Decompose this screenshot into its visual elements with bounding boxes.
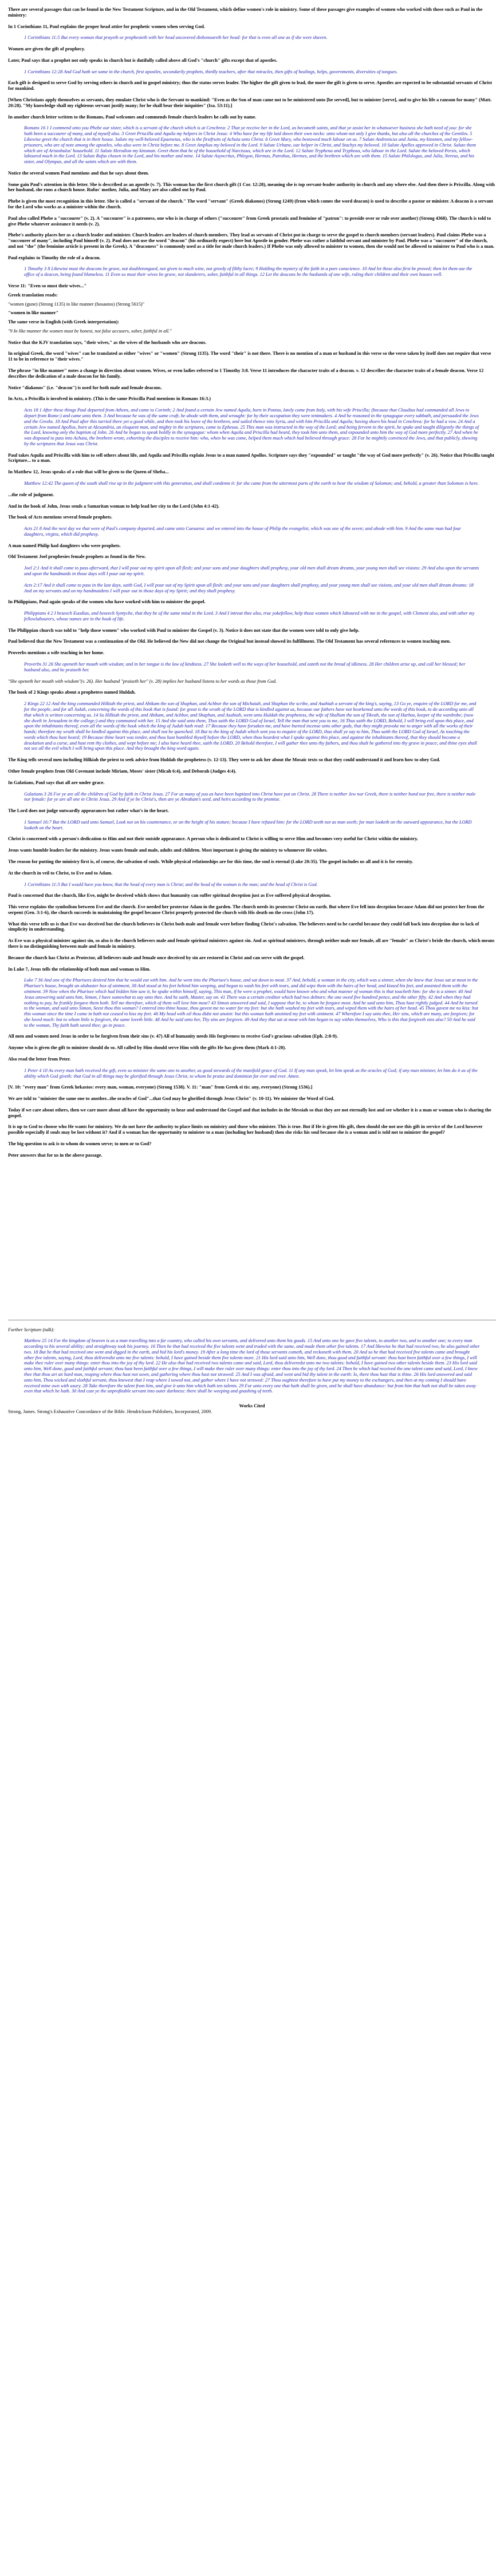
paragraph-help-women: The Philippian church was told to "help those women" who worked with Paul to minister the Gospel (v. 3). Notice it does not state that the women were told to only give help. <box>8 627 360 633</box>
blank-space <box>8 1164 496 1313</box>
paragraph-dedication: Christ is concerned with a person's dedication to Him and not their outside appearance. A person who is dedicated to Christ is willing to serve Him and becomes very useful for Christ within the ministry. <box>8 836 418 842</box>
paragraph-samaritan-woman: And in the book of John, Jesus sends a Samaritan woman to help lead her city to the Lord (John 4:1-42). <box>8 503 220 509</box>
scripture-matthew-12-42: Matthew 12:42 The queen of the south shall rise up in the judgment with this generation, and shall condemn it: for she came from the uttermost parts of the earth to hear the wisdom of Solomon; and, behold, a greater than Solomon is here. <box>24 480 479 486</box>
paragraph-deception: Paul is concerned that the church, like Eve, might be deceived which shows that humanity can suffer spiritual deception just as Eve suffered physical deception. <box>8 893 331 899</box>
scripture-1-samuel-16-7: 1 Samuel 16:7 But the LORD said unto Samuel, Look not on his countenance, or on the height of his stature; because I have refused him: for the LORD seeth not as man seeth; for man looketh on the outward appearance, but the LORD looketh on the heart. <box>24 819 472 830</box>
scripture-acts-18: Acts 18 1 After these things Paul departed from Athens, and came to Corinth; 2 And found a certain Jew named Aquila, born in Pontus, lately come from Italy, with his wife Priscilla; (because that Claudius had commanded all Jews to depart from Rome:) and came unto them. 3 And because he was of the same craft, he abode with them, and wrought: for by their occupation they were tentmakers. 4 And he reasoned in the synagogue every sabbath, and persuaded the Jews and the Greeks. 18 And Paul after this tarried there yet a good while, and then took his leave of the brethren, and sailed thence into Syria, and with him Priscilla and Aquila; having shorn his head in Cenchrea: for he had a vow. 24 And a certain Jew named Apollos, born at Alexandria, an eloquent man, and mighty in the scriptures, came to Ephesus. 25 This man was instructed in the way of the Lord; and being fervent in the spirit, he spake and taught diligently the things of the Lord, knowing only the baptism of John. 26 And he began to speak boldly in the synagogue: whom when Aquila and Priscilla had heard, they took him unto them, and expounded unto him the way of God more perfectly. 27 And when he was disposed to pass into Achaia, the brethren wrote, exhorting the disciples to receive him: who, when he was come, helped them much which had believed through grace: 28 For he mightily convinced the Jews, and that publicly, shewing by the scriptures that Jesus was Christ. <box>24 407 479 446</box>
paragraph-women-prophecy: Women are given the gift of prophecy. <box>8 46 85 52</box>
paragraph-openeth-mouth: "She openeth her mouth with wisdom"(v. 26). Her husband "praiseth her" (v. 28) implies her husband listens to her words as those from God. <box>8 678 277 684</box>
paragraph-gift-minister: Anyone who is given the gift to minister should do so. All called by Him should serve Him with the gifts He has given them (Mark 4:1-20). <box>8 1045 286 1051</box>
paragraph-diakonos: Notice "diakonos" (i.e. "deacon") is used for both male and female deacons. <box>8 385 162 390</box>
paragraph-joel-prophesies: Old Testament Joel prophesies female prophets as found in the New. <box>8 554 146 560</box>
paragraph-verse-11: Verse 11: "Even so must their wives..." <box>8 283 87 288</box>
scripture-luke-7: Luke 7 36 And one of the Pharisees desired him that he would eat with him. And he went into the Pharisee's house, and sat down to meat. 37 And, behold, a woman in the city, which was a sinner, when she knew that Jesus sat at meat in the Pharisee's house, brought an alabaster box of ointment, 38 And stood at his feet behind him weeping, and began to wash his feet with tears, and did wipe them with the hairs of her head, and kissed his feet, and anointed them with the ointment. 39 Now when the Pharisee which had bidden him saw it, he spake within himself, saying, This man, if he were a prophet, would have known who and what manner of woman this is that toucheth him: for she is a sinner. 40 And Jesus answering said unto him, Simon, I have somewhat to say unto thee. And he saith, Master, say on. 41 There was a certain creditor which had two debtors: the one owed five hundred pence, and the other fifty. 42 And when they had nothing to pay, he frankly forgave them both. Tell me therefore, which of them will love him most? 43 Simon answered and said, I suppose that he, to whom he forgave most. And he said unto him, Thou hast rightly judged. 44 And he turned to the woman, and said unto Simon, Seest thou this woman? I entered into thine house, thou gavest me no water for my feet: but she hath washed my feet with tears, and wiped them with the hairs of her head. 45 Thou gavest me no kiss: but this woman since the time I came in hath not ceased to kiss my feet. 46 My head with oil thou didst not anoint: but this woman hath anointed my feet with ointment. 47 Wherefore I say unto thee, Her sins, which are many, are forgiven; for she loved much: but to whom little is forgiven, the same loveth little. 48 And he said unto her, Thy sins are forgiven. 49 And they that sat at meat with him began to say within themselves, Who is this that forgiveth sins also? 50 And he said to the woman, Thy faith hath saved thee; go in peace. <box>24 978 478 1028</box>
paragraph-acts-priscilla: In Acts, a Priscilla is involved in ministry. (This is the same Priscilla Paul mentions in Romans 16:3.) <box>8 396 211 402</box>
paragraph-like-manner-phrase: The phrase "in like manner" notes a change in direction about women. Wives, or even ladies referred to 1 Timothy 3:8. Verse 11 introduces the character traits of a deacon. v. 12 describes the character traits of a female deacon. Verse 12 describes the dedication of a male deacon for his family. <box>8 368 484 379</box>
paragraph-kjv-wives: Notice that the KJV translation says, "their wives," as the wives of the husbands who are deacons. <box>8 339 207 345</box>
paragraph-phebe-succourer: Paul also called Phebe a "succourer" (v. 2). A "succourer" is a patroness, one who is in charge of others ("succourer" from Greek prostatis and feminine of "patron": to preside over or rule over another) (Strong 4368). The church is told to give Phebe whatever assistance it needs (v. 2). <box>8 215 491 227</box>
scripture-1-corinthians-11-5: 1 Corinthians 11:5 But every woman that prayeth or prophesieth with her head uncovered dishonoureth her head: for that is even all one as if she were shaven. <box>24 35 328 41</box>
scripture-1-corinthians-12-28: 1 Corinthians 12:28 And God hath set some in the church, first apostles, secondarily prophets, thirdly teachers, after that miracles, then gifts of healings, helps, governments, diversities of tongues. <box>24 69 398 74</box>
paragraph-oracles: We are told to "minister the same one to another...the oracles of God"...that God may be glorified through Jesus Christ" (v. 10-11). We minister the Word of God. <box>8 1096 334 1102</box>
paragraph-luke-7: In Luke 7, Jesus tells the relationship of both man and woman to Him. <box>8 966 151 972</box>
paragraph-role-judgment: ...the role of judgment. <box>8 492 54 497</box>
paragraph-king-huldah: The King tells several men including Hilkiah the priest to seek advice from Huldah the prophetess (v. 12-13). They were to ask her about the Mosaic texts so that they could understand it and learn how to obey God. <box>8 757 440 763</box>
scripture-philippians-4: Philippians 4 2 I beseech Euodias, and beseech Syntyche, that they be of the same mind in the Lord. 3 And I intreat thee also, true yokefellow, help those women which laboured with me in the gospel, with Clement also, and with other my fellowlabourers, whose names are in the book of life. <box>24 611 475 622</box>
paragraph-phebe-servant: Phebe is given the most recognition in this letter. She is called a "servant of the church." The word "servant" (Greek diakonos) (Strong 1249) (from which comes the word deacon) is used to describe a pastor or minister. A deacon is a servant for the Lord who works as a minister within the church. <box>8 199 493 209</box>
paragraph-phebe-authority: Phebe's authority places her as a church leader and minister. Church leaders are leaders of church members. They lead as servants of Christ put in charge to serve the gospel to church members (servant leaders). Paul claims Phebe was a "succourer of many", including Paul himself (v. 2). Paul does not use the word "deacon" (his ordinarily expect) here but Apostle in gender. Phebe was rather a faithful servant and minister by Paul. Phebe was a "succourer" of the church, and not "the" (the feminine article is present in the Greek). A "deaconess" is commonly used as a title for male church leaders.) If Phebe was only allowed to minister to women, then she would not be allowed to minister to Paul who is a man. <box>8 232 495 249</box>
paragraph-greek-women: "women (gune) (Strong 1135) in like manner (hosautos) (Strong 5615)" <box>8 301 145 307</box>
paragraph-miriam-deborah: Other female prophets from Old Covenant include Miriam, Moses' sister (Micah 6:4), and Deborah (Judges 4:4). <box>8 768 237 774</box>
paragraph-christ-protector: Because the church has Christ as Protector, all believers male and female once deceived by sin are restored in Christ and can serve with the gospel. <box>8 955 305 960</box>
paragraph-forgiveness: All men and women need Jesus in order to be forgiven from their sins (v. 47) All of humanity needs His forgiveness to receive God's gracious salvation (Eph. 2:8-9). <box>8 1034 338 1039</box>
paragraph-timothy-deacon: Paul explains to Timothy the role of a deacon. <box>8 255 101 260</box>
paragraph-big-question: The big question to ask is to whom do women serve; to men or to God? <box>8 1141 152 1146</box>
works-cited-title: Works Cited <box>239 1403 265 1409</box>
paragraph-women-like-manner: "women in like manner" <box>8 310 59 316</box>
paragraph-eve-deceived: What this verse tells us is that Eve was deceived but the church believers in Christ both male and female were before finding Christ's salvation. The believers need to be careful because they could fall back into deception due to lack of simplicity in understanding. <box>8 921 479 932</box>
scripture-galatians-3: Galatians 3 26 For ye are all the children of God by faith in Christ Jesus. 27 For as many of you as have been baptized into Christ have put on Christ. 28 There is neither Jew nor Greek, there is neither bond nor free, there is neither male nor female: for ye are all one in Christ Jesus. 29 And if ye be Christ's, then are ye Abraham's seed, and heirs according to the promise. <box>24 791 476 802</box>
paragraph-notice-women: Notice the several women Paul mentions and that he says about them. <box>8 170 149 176</box>
paragraph-female-prophets: The book of Acts mentions several female prophets. <box>8 515 112 520</box>
paragraph-spiritual-ministers: As Eve was a physical minister against sin, so also is the church believers male and female spiritual ministers against sin. And as spiritual ministers, through neither male nor female, all are "female" as Christ's bride the church, which means there is no distinguishing between male and female in ministry. <box>8 938 495 949</box>
paragraph-god-chooses: It is up to God to choose who He wants for ministry. We do not have the authority to place limits on ministry and those who minister. This is true. But if He is given His gift, then should she not use this gift in service of the Lord however possible especially if souls may be lost without it? And if a woman has the opportunity to minister to a man (including her husband) then she risks his soul because she is a woman and is told not to minister the gospel? <box>8 1124 483 1135</box>
paragraph-salvation-souls: The reason for putting the ministry first is, of course, the salvation of souls. While physical relationships are for this time, the soul is eternal (Luke 20:35). The gospel includes us all and it is for eternity. <box>8 859 414 864</box>
paragraph-original-greek: In original Greek, the word "wives" can be translated as either "wives" or "women" (Strong 1135). The word "their" is not there. There is no mention of a man or husband in this verse so the verse taken by itself does not require that verse 11 to be in reference to "their wives." <box>8 351 491 362</box>
paragraph-peter-answers: Peter answers that for us in the above passage. <box>8 1152 103 1158</box>
paragraph-verse-english: "9 In like manner the women must be honest, not false accusers, sober, faithful in all." <box>8 328 172 334</box>
paragraph-same-verse: The same verse in English (with Greek interpretation): <box>8 319 119 325</box>
works-cited-entry: Strong, James. Strong's Exhaustive Concordance of the Bible. Hendrickson Publishers, Incorporated, 2009. <box>8 1408 212 1414</box>
paragraph-huldah: The book of 2 Kings speaks about a prophetess named Huldah. <box>8 690 136 695</box>
paragraph-proverbs-wife: Proverbs mentions a wife teaching in her home. <box>8 650 104 656</box>
paragraph-humble-leaders: Jesus wants humble leaders for the ministry. Jesus wants female and male, adults and children. Most important is giving the ministry to whomever He wishes. <box>8 848 328 853</box>
scripture-joel-2: Joel 2:1 And it shall come to pass afterward, that I will pour out my spirit upon all flesh; and your sons and your daughters shall prophesy, your old men shall dream dreams, your young men shall see visions: 29 And also upon the servants and upon the handmaids in those days will I pour out my spirit. <box>24 565 479 576</box>
paragraph-gift-serve: Each gift is designed to serve God by serving others in church and in gospel ministry; thus the status serves leader. The higher the gift given to lead, the more the gift is given to serve. Apostles are expected to be substantial servants of Christ for mankind. <box>8 80 492 92</box>
paragraph-prophet-gift: Later, Paul says that a prophet not only speaks in church but is dutifully called above all God's "church" gifts except that of apostles. <box>8 57 278 63</box>
paragraph-queen-sheba: In Matthew 12, Jesus speaks of a role that will be given to the Queen of Sheba... <box>8 469 169 475</box>
paragraph-christian-servants: [When Christians apply themselves as servants, they emulate Christ who is the Servant to mankind: "Even as the Son of man came not to be ministered unto [be served], but to minister [serve], and to give his life a ransom for many" (Matt. 20:28). "My knowledge shall my righteous servant justify many; for he shall bear their iniquities" (Isa. 53:11).] <box>8 97 492 108</box>
paragraph-philippians: In Philippians, Paul again speaks of the women who have worked with him to minister the gospel. <box>8 599 206 605</box>
paragraph-junia-priscilla: Some gain Paul's attention in this letter. She is described as an apostle (v. 7). This woman has the first church gift (1 Cor. 12:28), meaning she is top servant-leader authority in church and any where else. And then there is Priscilla. Along with her husband, she runs a church house. Rufus' mother, Julia, and Mary are also called out by Paul. <box>8 181 495 193</box>
paragraph-lord-heart: The Lord does not judge outwardly appearances but rather what's in the heart. <box>8 808 169 814</box>
paragraph-greek-translation: Greek translation reads: <box>8 292 58 298</box>
paragraph-old-testament: Paul believed that the New Testament was a continuation of the Old. He believed the New did not change the Original but instead showed its fulfillment. The Old Testament has several references to women teaching men. <box>8 639 451 644</box>
paragraph-care-others: Today if we care about others, then we care more about all have the opportunity to hear and understand the Gospel and that includes in the Messiah so that they are not eternally lost and see whether it is a man or woman who is sharing the gospel. <box>8 1107 491 1118</box>
paragraph-peter-letter: Also read the letter from Peter. <box>8 1056 71 1062</box>
scripture-acts-21: Acts 21 8 And the next day we that were of Paul's company departed, and came unto Caesarea: and we entered into the house of Philip the evangelist, which was one of the seven; and abode with him. 9 And the same man had four daughters, virgins, which did prophesy. <box>24 526 462 537</box>
scripture-acts-2: Acts 2:17 And it shall come to pass in the last days, saith God, I will pour out of my Spirit upon all flesh: and your sons and your daughters shall prophesy, and your young men shall see visions, and your old men shall dream dreams: 18 And on my servants and on my handmaidens I will pour out in those days of my Spirit; and they shall prophesy. <box>24 582 474 593</box>
paragraph-church-veil: At the church in veil to Christ, to Eve and to Adam. <box>8 870 113 876</box>
paragraph-greek-every-man: [V. 10: "every man" from Greek hekastos: every man, woman, everyone) (Strong 1538). V. 11: "man" from Greek ei tis: any, everyone) (Strong 1536).] <box>8 1085 313 1090</box>
further-scripture-label: Further Scripture (talk): <box>8 1327 55 1332</box>
paragraph-apollos: Paul takes Aquila and Priscilla with him to sell others about life, and Aquila and Priscilla explain Jesus to a man named Apollos. Scripture says they "expounded" or taught "the way of God more perfectly" (v. 26). Notice that Priscilla taught Scripture... to a man. <box>8 452 495 464</box>
scripture-1-corinthians-11-3: 1 Corinthians 11:3 But I would have you know, that the head of every man is Christ; and the head of the woman is the man; and the head of Christ is God. <box>24 881 318 887</box>
scripture-1-peter-4: 1 Peter 4 10 As every man hath received the gift, even so minister the same one to another, as good stewards of the manifold grace of God. 11 If any man speak, let him speak as the oracles of God; if any man minister, let him do it as of the ability which God giveth: that God in all things may be glorified through Jesus Christ, to whom be praise and dominion for ever and ever. Amen. <box>24 1067 478 1079</box>
paragraph-galatians: In Galatians, Paul says that all are under grace. <box>8 779 105 785</box>
scripture-1-timothy-3: 1 Timothy 3 8 Likewise must the deacons be grave, not doubletongued, not given to much wine, not greedy of filthy lucre; 9 Holding the mystery of the faith in a pure conscience. 10 And let these also first be proved; then let them use the office of a deacon, being found blameless. 11 Even so must their wives be grave, not slanderers, sober, faithful in all things. 12 Let the deacons be the husbands of one wife, ruling their children and their own houses well. <box>24 266 472 278</box>
scripture-proverbs-31: Proverbs 31 26 She openeth her mouth with wisdom; and in her tongue is the law of kindness. 27 She looketh well to the ways of her household, and eateth not the bread of idleness. 28 Her children arise up, and call her blessed; her husband also, and he praiseth her. <box>24 662 466 672</box>
paragraph-philip-daughters: A man named Philip had daughters who were prophets. <box>8 543 121 548</box>
intro-paragraph: There are several passages that can be found in the New Testament Scripture, and in the Old Testament, which define women's role in ministry. Some of these passages give examples of women who worked with those such as Paul in the ministry: <box>8 7 483 18</box>
scripture-2-kings-22: 2 Kings 22 12 And the king commanded Hilkiah the priest, and Ahikam the son of Shaphan, and Achbor the son of Michaiah, and Shaphan the scribe, and Asahiah a servant of the king's, saying, 13 Go ye, enquire of the LORD for me, and for the people, and for all Judah, concerning the words of this book that is found: for great is the wrath of the LORD that is kindled against us, because our fathers have not hearkened unto the words of this book, to do according unto all that which is written concerning us. 14 So Hilkiah the priest, and Ahikam, and Achbor, and Shaphan, and Asahiah, went unto Huldah the prophetess, the wife of Shallum the son of Tikvah, the son of Harhas, keeper of the wardrobe; (now she dwelt in Jerusalem in the college;) and they communed with her. 15 And she said unto them, Thus saith the LORD God of Israel, Tell the man that sent you to me, 16 Thus saith the LORD, Behold, I will bring evil upon this place, and upon the inhabitants thereof, even all the words of the book which the king of Judah hath read: 17 Because they have forsaken me, and have burned incense unto other gods, that they might provoke me to anger with all the works of their hands; therefore my wrath shall be kindled against this place, and shall not be quenched. 18 But to the king of Judah which sent you to enquire of the LORD, thus shall ye say to him, Thus saith the LORD God of Israel, As touching the words which thou hast heard; 19 Because thine heart was tender, and thou hast humbled thyself before the LORD, when thou heardest what I spake against this place, and against the inhabitants thereof, that they should become a desolation and a curse, and hast rent thy clothes, and wept before me; I also have heard thee, saith the LORD. 20 Behold therefore, I will gather thee unto thy fathers, and thou shalt be gathered into thy grave in peace; and thine eyes shall not see all the evil which I will bring upon this place. And they brought the king word again. <box>24 701 477 751</box>
paragraph-eve-symbolism: This verse explains the symbolism between Eve and the church. Eve needed her protector Adam in the garden. The church needs its protector Christ on earth. But where Eve fell into deception because Adam did not protect her from the serpent (Gen. 3:1-6), the church succeeds in maintaining the gospel because Christ properly protected the church with His death on the cross (John 17). <box>8 904 485 915</box>
paragraph-1-corinthians-11: In 1 Corinthians 11, Paul explains the proper head attire for prophetic women when serving God. <box>8 23 205 29</box>
paragraph-romans-letter: In another church letter written to the Romans, Paul welcomes and commends female church leaders he calls out by name. <box>8 114 257 120</box>
scripture-matthew-25: Matthew 25 14 For the kingdom of heaven is as a man travelling into a far country, who called his own servants, and delivered unto them his goods. 15 And unto one he gave five talents, to another two, and to another one; to every man according to his several ability; and straightway took his journey. 16 Then he that had received the five talents went and traded with the same, and made them other five talents. 17 And likewise he that had received two, he also gained other two. 18 But he that had received one went and digged in the earth, and hid his lord's money. 19 After a long time the lord of those servants cometh, and reckoneth with them. 20 And so he that had received five talents came and brought other five talents, saying, Lord, thou deliveredst unto me five talents: behold, I have gained beside them five talents more. 21 His lord said unto him, Well done, thou good and faithful servant: thou hast been faithful over a few things, I will make thee ruler over many things: enter thou into the joy of thy lord. 22 He also that had received two talents came and said, Lord, thou deliveredst unto me two talents: behold, I have gained two other talents beside them. 23 His lord said unto him, Well done, good and faithful servant; thou hast been faithful over a few things, I will make thee ruler over many things: enter thou into the joy of thy lord. 24 Then he which had received the one talent came and said, Lord, I knew thee that thou art an hard man, reaping where thou hast not sown, and gathering where thou hast not strawed: 25 And I was afraid, and went and hid thy talent in the earth: lo, there thou hast that is thine. 26 His lord answered and said unto him, Thou wicked and slothful servant, thou knewest that I reap where I sowed not, and gather where I have not strawed: 27 Thou oughtest therefore to have put my money to the exchangers, and then at my coming I should have received mine own with usury. 28 Take therefore the talent from him, and give it unto him which hath ten talents. 29 For unto every one that hath shall be given, and he shall have abundance: but from him that hath not shall be taken away even that which he hath. 30 And cast ye the unprofitable servant into outer darkness: there shall be weeping and gnashing of teeth. <box>24 1338 480 1394</box>
scripture-romans-16: Romans 16 1 I commend unto you Phebe our sister, which is a servant of the church which is at Cenchrea: 2 That ye receive her in the Lord, as becometh saints, and that ye assist her in whatsoever business she hath need of you: for she hath been a succourer of many, and of myself also. 3 Greet Priscilla and Aquila my helpers in Christ Jesus: 4 Who have for my life laid down their own necks: unto whom not only I give thanks, but also all the churches of the Gentiles. 5 Likewise greet the church that is in their house. Salute my well-beloved Epaenetus, who is the firstfruits of Achaia unto Christ. 6 Greet Mary, who bestowed much labour on us. 7 Salute Andronicus and Junia, my kinsmen, and my fellow-prisoners, who are of note among the apostles, who also were in Christ before me. 8 Greet Amplias my beloved in the Lord. 9 Salute Urbane, our helper in Christ, and Stachys my beloved. 10 Salute Apelles approved in Christ. Salute them which are of Aristobulus' household. 11 Salute Herodion my kinsman. Greet them that be of the household of Narcissus, which are in the Lord. 12 Salute Tryphena and Tryphosa, who labour in the Lord. Salute the beloved Persis, which laboured much in the Lord. 13 Salute Rufus chosen in the Lord, and his mother and mine. 14 Salute Asyncritus, Phlegon, Hermas, Patrobas, Hermes, and the brethren which are with them. 15 Salute Philologus, and Julia, Nereus, and his sister, and Olympas, and all the saints which are with them. <box>24 125 476 165</box>
